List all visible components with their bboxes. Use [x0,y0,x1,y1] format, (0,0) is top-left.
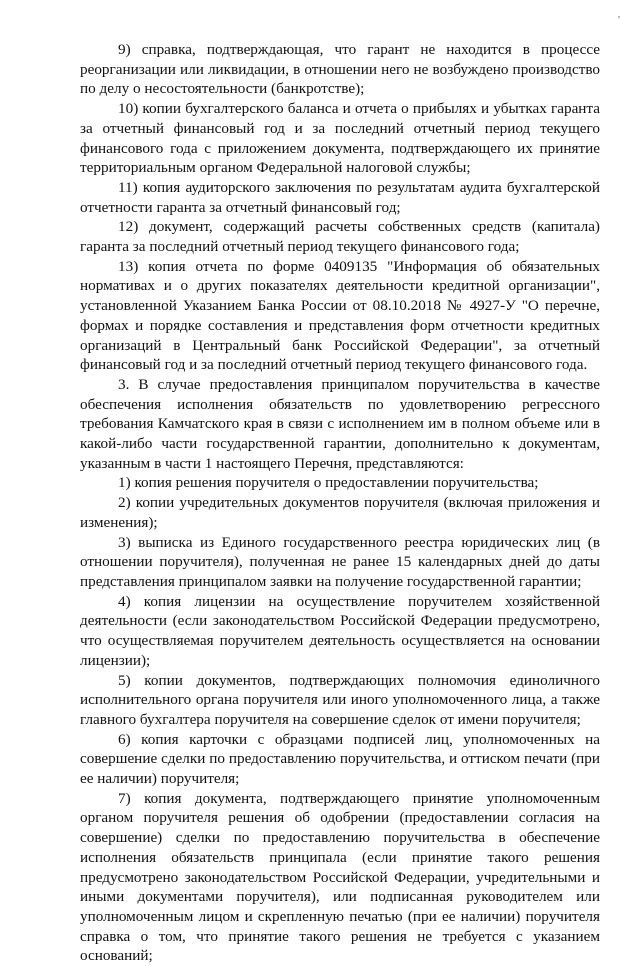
section-3-intro: 3. В случае предоставления принципалом поручительства в качестве обеспечения исполнения обязательств по удовлетворению регрессного требования Камчатского края в связи с исполнением им в полном объеме или в какой-либо части государственной гарантии, дополнительно к документам, указанным в части 1 настоящего Перечня, представляются: [80,375,600,472]
list-item-12: 12) документ, содержащий расчеты собственных средств (капитала) гаранта за последний отчетный период текущего финансового года; [80,218,600,256]
list-item-9: 9) справка, подтверждающая, что гарант не находится в процессе реорганизации или ликвидации, в отношении него не возбуждено производство по делу о несостоятельности (банкротстве); [80,41,600,98]
document-body [80,40,600,966]
corner-mark: ' [618,14,620,26]
guarantor-item-3: 3) выписка из Единого государственного реестра юридических лиц (в отношении поручителя), полученная не ранее 15 календарных дней до даты представления принципалом заявки на получение государственной гарантии; [80,533,600,590]
list-item-13: 13) копия отчета по форме 0409135 "Информация об обязательных нормативах и о других показателях деятельности кредитной организации", установленной Указанием Банка России от 08.10.2018 № 4927-У "О перечне, формах и порядке составления и представления форм отчетности кредитных организаций в Центральный банк Российской Федерации", за отчетный финансовый год и за последний отчетный период текущего финансового года. [80,257,600,374]
guarantor-item-7: 7) копия документа, подтверждающего принятие уполномоченным органом поручителя решения об одобрении (предоставлении согласия на совершение) сделки по предоставлению поручительства в обеспечение исполнения обязательств принципала (если принятие такого решения предусмотрено законодательством Российской Федерации, учредительными и иными документами поручителя), или подписанная руководителем или уполномоченным лицом и скрепленную печатью (при ее наличии) поручителя справка о том, что принятие такого решения не требуется с указанием оснований; [80,789,600,965]
guarantor-item-1: 1) копия решения поручителя о предоставлении поручительства; [118,474,539,492]
guarantor-item-6: 6) копия карточки с образцами подписей лиц, уполномоченных на совершение сделки по предоставлению поручительства, и оттиском печати (при ее наличии) поручителя; [80,730,600,788]
guarantor-item-4: 4) копия лицензии на осуществление поручителем хозяйственной деятельности (если законодательством Российской Федерации предусмотрено, что осуществляемая поручителем деятельность осуществляется на основании лицензии); [80,592,600,669]
guarantor-item-2: 2) копии учредительных документов поручителя (включая приложения и изменения); [80,494,600,531]
list-item-11: 11) копия аудиторского заключения по результатам аудита бухгалтерской отчетности гаранта за отчетный финансовый год; [80,178,600,216]
guarantor-item-5: 5) копии документов, подтверждающих полномочия единоличного исполнительного органа поручителя или иного уполномоченного лица, а также главного бухгалтера поручителя на совершение сделок от имени поручителя; [80,671,600,728]
list-item-10: 10) копии бухгалтерского баланса и отчета о прибылях и убытках гаранта за отчетный финансовый год и за последний отчетный период текущего финансового года с приложением документа, подтверждающего их принятие территориальным органом Федеральной налоговой службы; [80,100,600,177]
